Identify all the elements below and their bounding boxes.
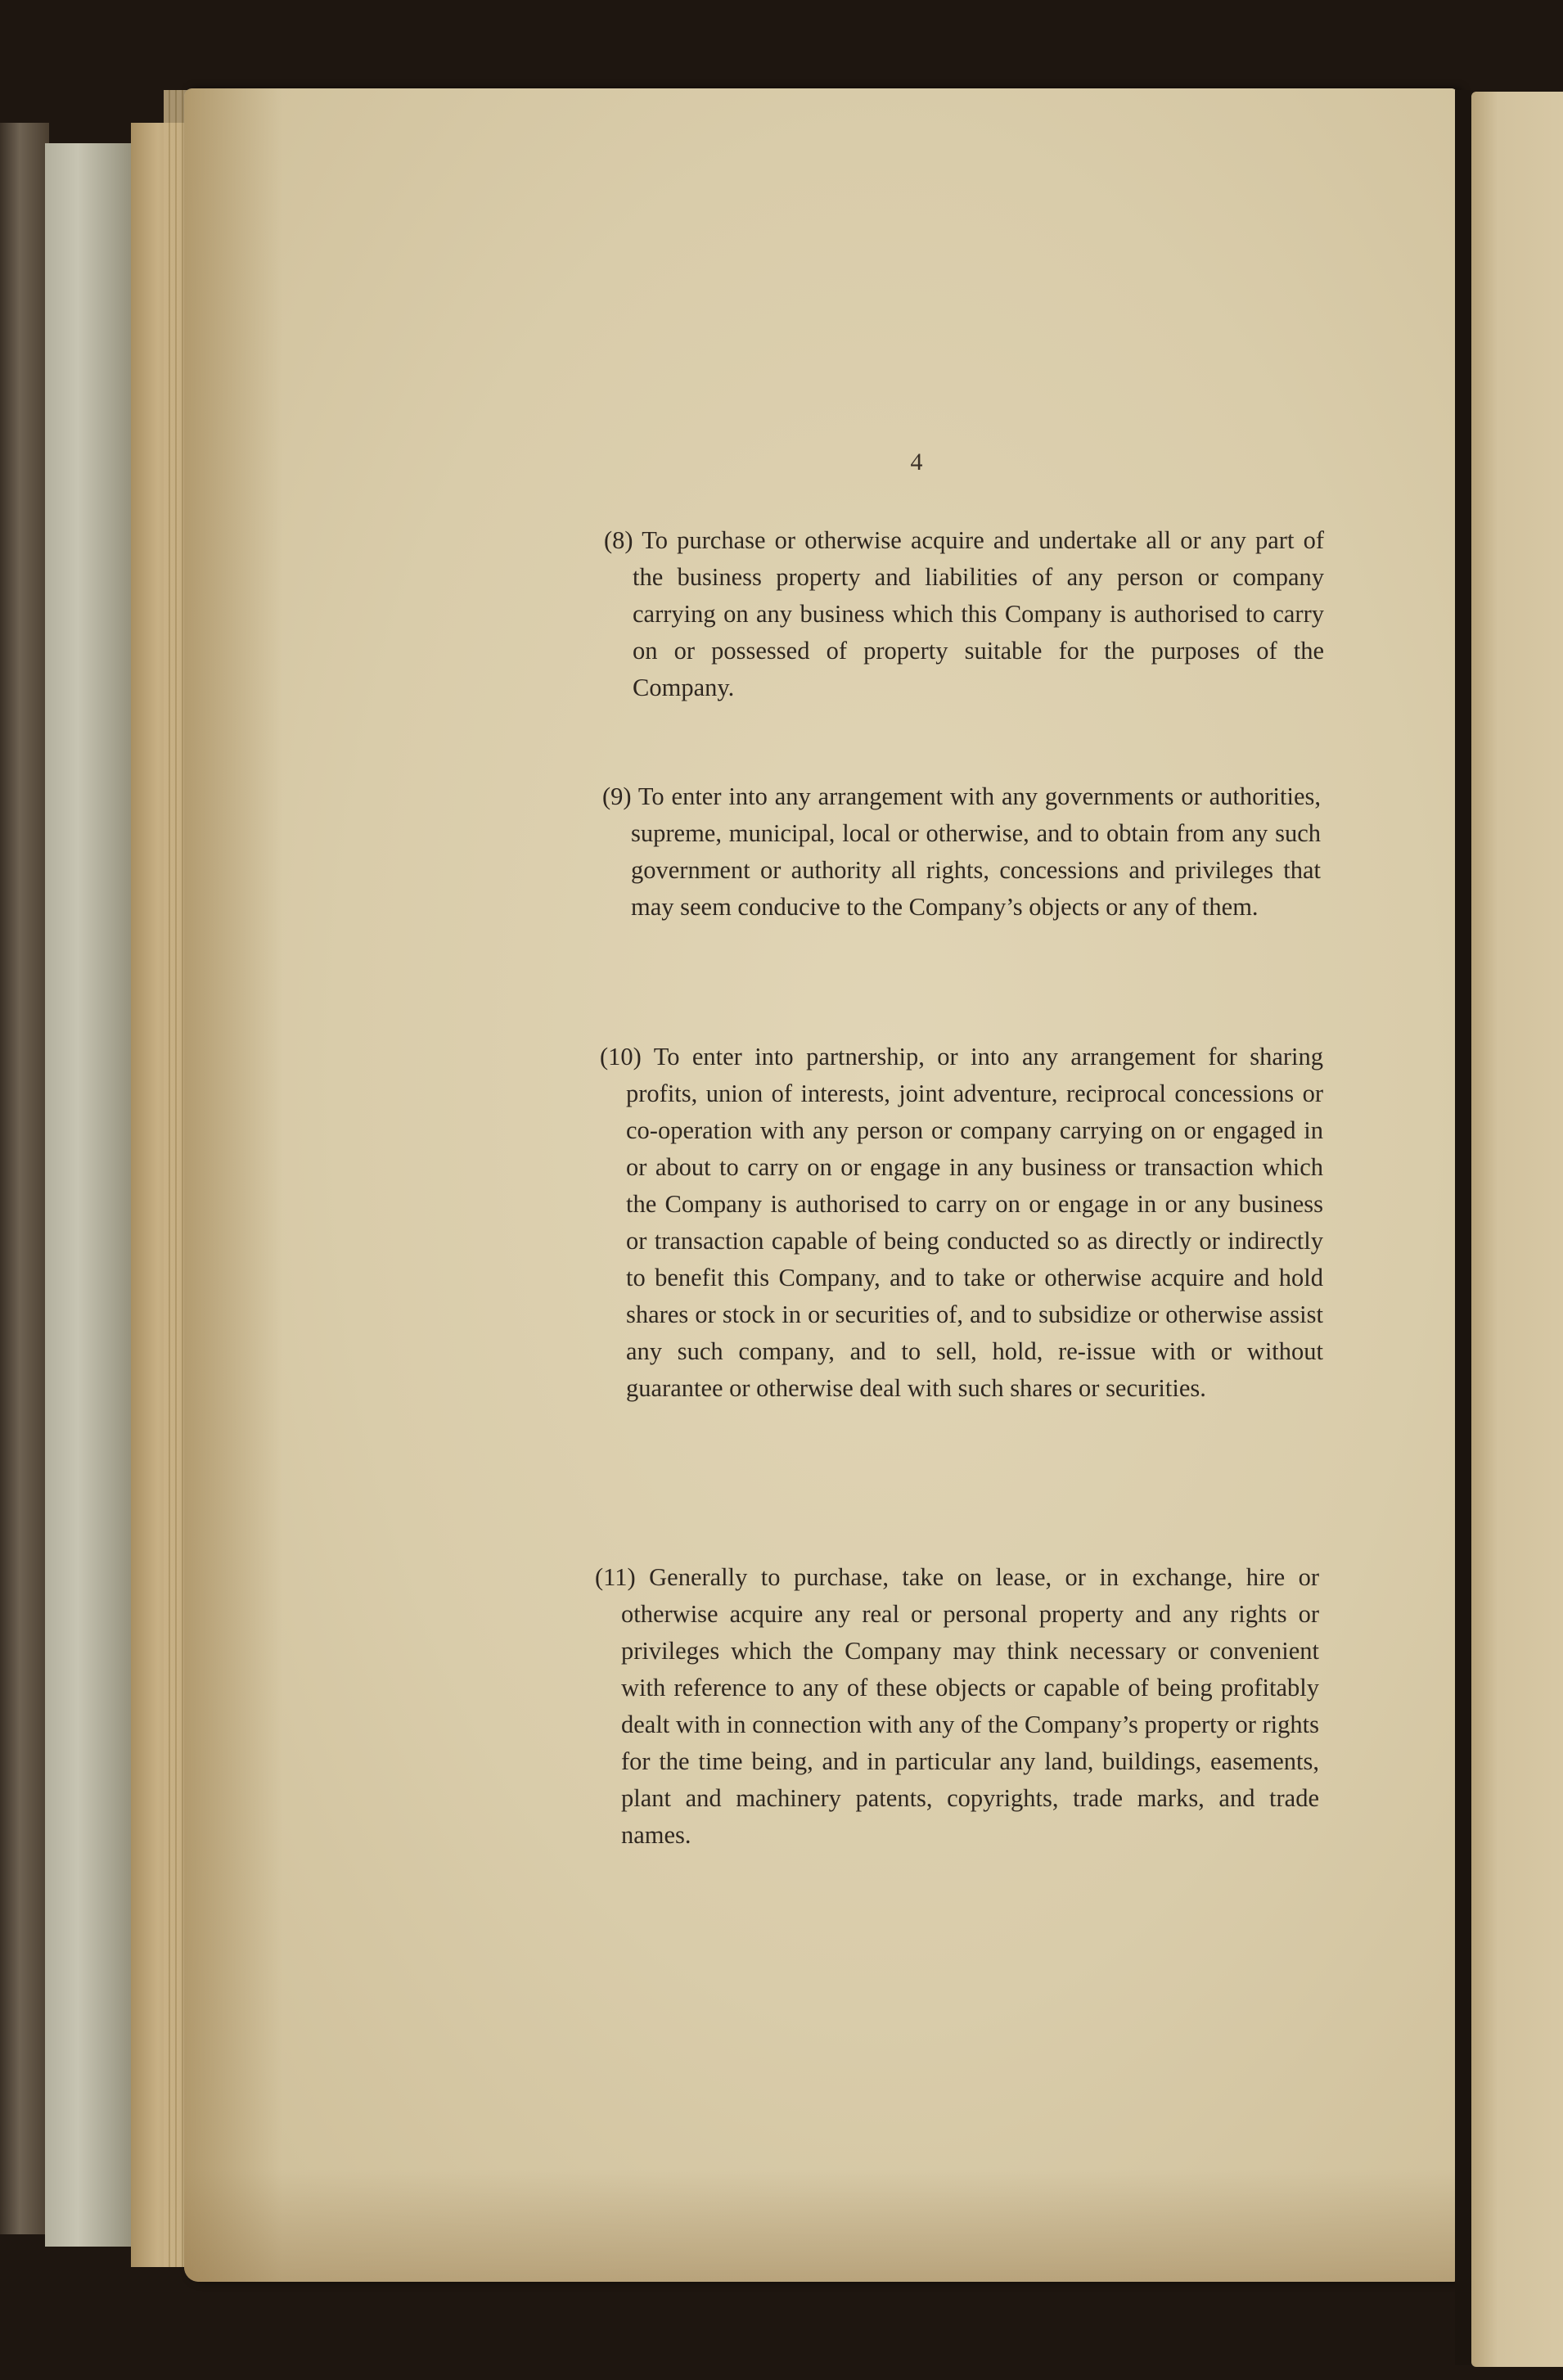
page-gutter: [1455, 90, 1473, 2365]
clause-number: (8): [604, 526, 633, 554]
clause-number: (9): [602, 782, 632, 810]
clause-number: (10): [600, 1043, 642, 1071]
adjacent-page-edge: [1471, 92, 1563, 2367]
page-left-shading: [184, 88, 282, 2282]
clause-text: To enter into partnership, or into any arrangement for sharing profits, union of interests, joint adventure, reciprocal concessions or co-operation with any person or company carrying on or engaged in or about to carry on or engage in any business or transaction which the Company is authorised to carry on or engage in or any business or transaction capable of being conducted so as directly or indirectly to benefit this Company, and to take or otherwise acquire and hold shares or stock in or securities of, and to subsidize or otherwise assist any such company, and to sell, hold, re-issue with or without guarantee or otherwise deal with such shares or securities.: [626, 1043, 1323, 1402]
clause-text: To enter into any arrangement with any governments or authorities, supreme, municipal, local or otherwise, and to obtain from any such government or authority all rights, concessions and privileges that may seem conducive to the Company’s objects or any of them.: [631, 782, 1321, 921]
page-number: 4: [910, 449, 923, 476]
clause-10: [600, 1039, 1323, 1407]
clause-11-body: [595, 1559, 1319, 1854]
clause-9-body: [602, 778, 1321, 926]
clause-text: To purchase or otherwise acquire and undertake all or any part of the business property and liabilities of any person or company carrying on any business which this Company is authorised to carry on or possessed of property suitable for the purposes of the Company.: [633, 526, 1324, 701]
clause-number: (11): [595, 1563, 636, 1591]
clause-9: [602, 778, 1321, 926]
clause-8-body: [604, 522, 1324, 706]
clause-10-body: [600, 1039, 1323, 1407]
clause-11: [595, 1559, 1319, 1854]
clause-8: [604, 522, 1324, 706]
clause-text: Generally to purchase, take on lease, or in exchange, hire or otherwise acquire any real or personal property and any rights or privileges which the Company may think necessary or convenient with reference to any of these objects or capable of being profitably dealt with in connection with any of the Company’s property or rights for the time being, and in particular any land, buildings, easements, plant and machinery patents, copyrights, trade marks, and trade names.: [621, 1563, 1320, 1849]
page-bottom-shading: [184, 2169, 1457, 2282]
book-spine: [0, 123, 49, 2234]
binding-strip: [45, 143, 142, 2247]
